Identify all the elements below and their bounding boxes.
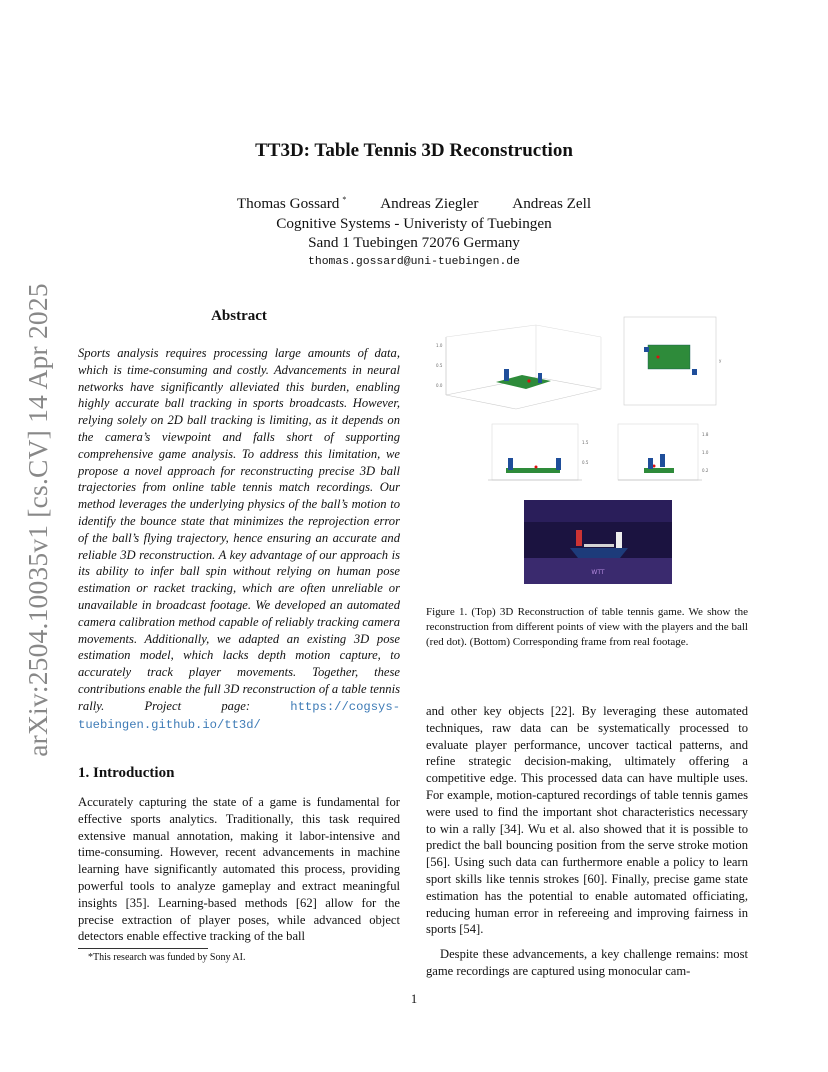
svg-text:WTT: WTT [591, 569, 605, 576]
view-top [624, 317, 722, 405]
view-side-1 [488, 424, 589, 480]
view-perspective [436, 325, 601, 409]
view-side-2 [618, 424, 709, 480]
address: Sand 1 Tuebingen 72076 Germany [308, 234, 520, 251]
intro-cont-text: and other key objects [22]. By leveraging these automated techniques, raw data can be systematically processed to evaluate player performance, uncover tactical patterns, and refine strategic decision-making, ultimately offering a competitive edge. This processed data can have multiple uses. For example, motion-captured recordings of table tennis games were used to find the important shot characteristics necessary to win a rally [34]. Wu et al. also showed that it is possible to predict the ball bouncing position from the serve stroke motion [56]. Using such data can furthermore enable a policy to learn sport skills like tennis strokes [60]. Finally, precise game state estimation has the potential to enable automated officiating, reducing human error in refereeing and improving fairness in sports [54]. [426, 704, 748, 937]
figure-caption: Figure 1. (Top) 3D Reconstruction of table tennis game. We show the reconstruction from different points of view with the players and the ball (red dot). (Bottom) Corresponding frame from real footage. [426, 606, 748, 648]
author-1: Thomas Gossard * [236, 195, 347, 212]
affiliation: Cognitive Systems - Univeristy of Tuebingen [276, 215, 552, 232]
footnote-rule [78, 948, 208, 949]
author-3: Andreas Zell [512, 195, 592, 212]
svg-text:1.5: 1.5 [582, 440, 589, 445]
svg-text:1.0: 1.0 [436, 343, 443, 348]
email: thomas.gossard@uni-tuebingen.de [308, 256, 520, 268]
author-list [0, 195, 828, 213]
svg-text:1.8: 1.8 [702, 432, 709, 437]
page-number: 1 [410, 992, 418, 1006]
svg-text:0.5: 0.5 [582, 460, 589, 465]
figure-1 [426, 312, 748, 602]
abstract-body [78, 345, 400, 733]
intro-heading: 1. Introduction [78, 765, 175, 781]
intro-para-2: Despite these advancements, a key challenge remains: most game recordings are captured using monocular cam- [426, 947, 748, 978]
svg-text:1.0: 1.0 [702, 450, 709, 455]
svg-text:y: y [719, 358, 722, 363]
figure-graphics [426, 312, 748, 602]
author-2: Andreas Ziegler [380, 195, 479, 212]
intro-para-1 [78, 794, 400, 945]
svg-text:0.0: 0.0 [436, 383, 443, 388]
arxiv-stamp [18, 282, 58, 758]
abstract-heading: Abstract [211, 308, 267, 324]
svg-text:0.5: 0.5 [436, 363, 443, 368]
intro-text: Accurately capturing the state of a game is fundamental for effective sports analytics. Traditionally, this task required extensive manual annotation, making it labor-intensive and time-consuming. However, recent advancements in machine learning have significantly automated this process, providing powerful tools to analyze gameplay and extract meaningful insights [35]. Learning-based methods [62] allow for the precise extraction of player poses, while advanced object detectors enable effective tracking of the ball [78, 795, 400, 944]
arxiv-id: arXiv:2504.10035v1 [cs.CV] 14 Apr 2025 [22, 283, 53, 757]
paper-title: TT3D: Table Tennis 3D Reconstruction [255, 140, 573, 161]
footnote: *This research was funded by Sony AI. [88, 952, 246, 963]
abstract-text: Sports analysis requires processing large amounts of data, which is time-consuming and costly. Advancements in neural networks have significantly alleviated this burden, enabling highly accurate ball tracking in sports broadcasts. However, relying solely on 2D ball tracking is limiting, as it depends on the camera’s viewpoint and falls short of supporting comprehensive game analysis. To address this limitation, we propose a novel approach for reconstructing precise 3D ball trajectories from online table tennis match recordings. Our method leverages the underlying physics of the ball’s motion to identify the bounce state that minimizes the reprojection error of the ball’s flying trajectory, hence ensuring an accurate and reliable 3D reconstruction. A key advantage of our approach is its ability to infer ball spin without relying on human pose estimation or racket tracking, which are often unreliable or unavailable in broadcast footage. We developed an automated camera calibration method capable of reliably tracking camera movements. Additionally, we adapted an existing 3D pose estimation model, which lacks depth motion capture, to accurately track player movements. Together, these contributions enable the full 3D reconstruction of a table tennis rally. Project page: [78, 346, 400, 713]
broadcast-frame [524, 500, 672, 584]
intro-para-1-cont [426, 703, 748, 980]
svg-text:0.2: 0.2 [702, 468, 709, 473]
project-link[interactable]: https://cogsys-tuebingen.github.io/tt3d/ [78, 699, 401, 732]
